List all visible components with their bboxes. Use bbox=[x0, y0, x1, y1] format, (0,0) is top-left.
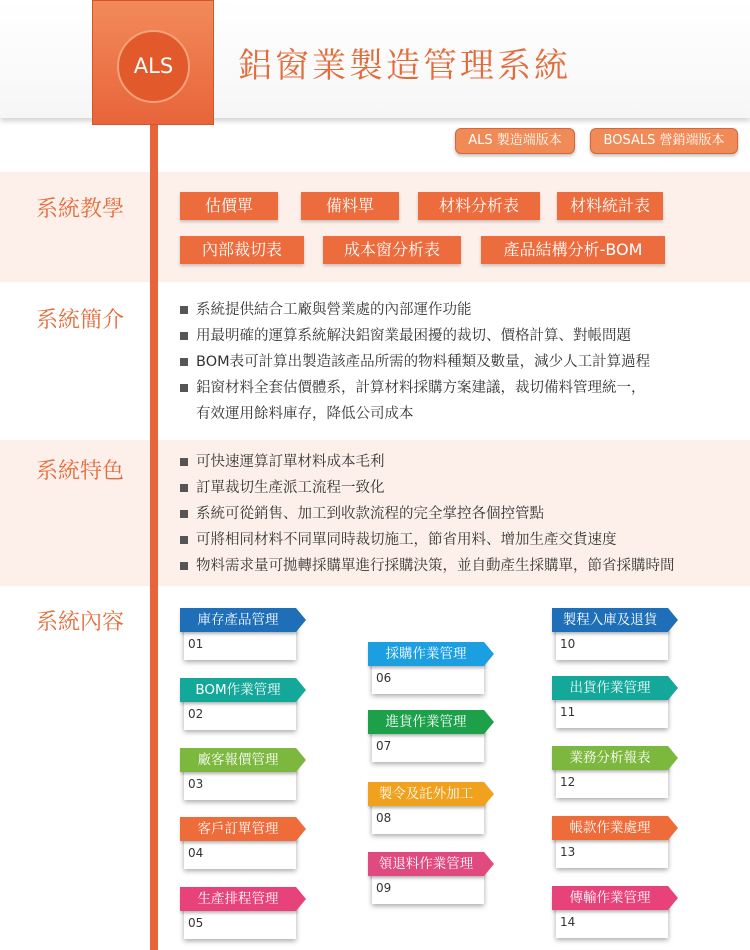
list-item-continuation: 有效運用餘料庫存，降低公司成本 bbox=[196, 406, 414, 422]
tag-internal-cutting[interactable]: 內部裁切表 bbox=[180, 236, 304, 264]
tag-material-analysis[interactable]: 材料分析表 bbox=[418, 192, 540, 220]
module-process-stock-in[interactable] bbox=[556, 613, 668, 660]
bullet-icon bbox=[180, 332, 188, 340]
module-sales-reports[interactable] bbox=[556, 751, 668, 798]
module-customer-orders[interactable] bbox=[184, 822, 296, 869]
module-number: 02 bbox=[188, 707, 204, 721]
module-number: 11 bbox=[560, 705, 576, 719]
bullet-icon bbox=[180, 384, 188, 392]
module-number: 08 bbox=[376, 811, 392, 825]
intro-list bbox=[176, 297, 650, 427]
module-label: 出貨作業管理 bbox=[552, 676, 668, 700]
module-number: 03 bbox=[188, 777, 204, 791]
bullet-icon bbox=[180, 358, 188, 366]
list-item: 物料需求量可拋轉採購單進行採購決策，並自動產生採購單，節省採購時間 bbox=[176, 553, 675, 579]
list-item: 可將相同材料不同單同時裁切施工，節省用料、增加生產交貨速度 bbox=[176, 527, 675, 553]
teaching-section bbox=[0, 172, 750, 282]
bullet-icon bbox=[180, 536, 188, 544]
bullet-icon bbox=[180, 484, 188, 492]
bullet-icon bbox=[180, 562, 188, 570]
tag-estimate[interactable]: 估價單 bbox=[180, 192, 278, 220]
module-label: 客戶訂單管理 bbox=[180, 817, 296, 841]
list-item: 系統可從銷售、加工到收款流程的完全掌控各個控管點 bbox=[176, 501, 675, 527]
timeline-line bbox=[150, 120, 158, 950]
features-title: 系統特色 bbox=[36, 459, 125, 484]
features-list bbox=[176, 449, 675, 579]
module-bom[interactable] bbox=[184, 683, 296, 730]
module-inventory[interactable] bbox=[184, 613, 296, 660]
bullet-icon bbox=[180, 458, 188, 466]
module-work-orders[interactable] bbox=[372, 787, 484, 834]
module-accounts[interactable] bbox=[556, 821, 668, 868]
intro-title: 系統簡介 bbox=[36, 308, 125, 333]
page-title: 鋁窗業製造管理系統 bbox=[238, 46, 571, 86]
module-label: 採購作業管理 bbox=[368, 642, 484, 666]
module-label: 製令及託外加工 bbox=[368, 782, 484, 806]
teaching-title: 系統教學 bbox=[36, 197, 125, 222]
als-version-button[interactable]: ALS 製造端版本 bbox=[455, 128, 575, 154]
module-number: 09 bbox=[376, 881, 392, 895]
module-number: 04 bbox=[188, 846, 204, 860]
module-production-schedule[interactable] bbox=[184, 892, 296, 939]
module-quotation[interactable] bbox=[184, 753, 296, 800]
module-label: 傳輸作業管理 bbox=[552, 886, 668, 910]
tag-material-statistics[interactable]: 材料統計表 bbox=[557, 192, 663, 220]
module-material-issue[interactable] bbox=[372, 857, 484, 904]
list-item: 用最明確的運算系統解決鋁窗業最困擾的裁切、價格計算、對帳問題 bbox=[176, 323, 650, 349]
module-label: 業務分析報表 bbox=[552, 746, 668, 770]
module-label: 庫存產品管理 bbox=[180, 608, 296, 632]
module-number: 01 bbox=[188, 637, 204, 651]
logo bbox=[92, 0, 214, 125]
module-label: 生產排程管理 bbox=[180, 887, 296, 911]
module-number: 07 bbox=[376, 739, 392, 753]
list-item: BOM表可計算出製造該產品所需的物料種類及數量，減少人工計算過程 bbox=[176, 349, 650, 375]
list-item: 訂單裁切生產派工流程一致化 bbox=[176, 475, 675, 501]
module-number: 13 bbox=[560, 845, 576, 859]
logo-text: ALS bbox=[117, 30, 190, 103]
content-title: 系統內容 bbox=[36, 610, 125, 635]
module-label: 帳款作業處理 bbox=[552, 816, 668, 840]
module-purchasing[interactable] bbox=[372, 647, 484, 694]
tag-bom-analysis[interactable]: 產品結構分析-BOM bbox=[481, 236, 665, 264]
module-shipping[interactable] bbox=[556, 681, 668, 728]
module-label: 領退料作業管理 bbox=[368, 852, 484, 876]
module-number: 14 bbox=[560, 915, 576, 929]
module-label: 製程入庫及退貨 bbox=[552, 608, 668, 632]
list-item: 鋁窗材料全套估價體系，計算材料採購方案建議，裁切備料管理統一， bbox=[176, 375, 650, 401]
module-number: 06 bbox=[376, 671, 392, 685]
tag-cost-analysis[interactable]: 成本窗分析表 bbox=[323, 236, 461, 264]
module-receiving[interactable] bbox=[372, 715, 484, 762]
list-item: 可快速運算訂單材料成本毛利 bbox=[176, 449, 675, 475]
tag-material-prep[interactable]: 備料單 bbox=[301, 192, 399, 220]
module-transmission[interactable] bbox=[556, 891, 668, 938]
bullet-icon bbox=[180, 306, 188, 314]
bosals-version-button[interactable]: BOSALS 營銷端版本 bbox=[590, 128, 738, 154]
module-number: 05 bbox=[188, 916, 204, 930]
module-number: 12 bbox=[560, 775, 576, 789]
bullet-icon bbox=[180, 510, 188, 518]
module-label: 進貨作業管理 bbox=[368, 710, 484, 734]
module-label: BOM作業管理 bbox=[180, 678, 296, 702]
module-label: 廠客報價管理 bbox=[180, 748, 296, 772]
list-item: 系統提供結合工廠與營業處的內部運作功能 bbox=[176, 297, 650, 323]
module-number: 10 bbox=[560, 637, 576, 651]
